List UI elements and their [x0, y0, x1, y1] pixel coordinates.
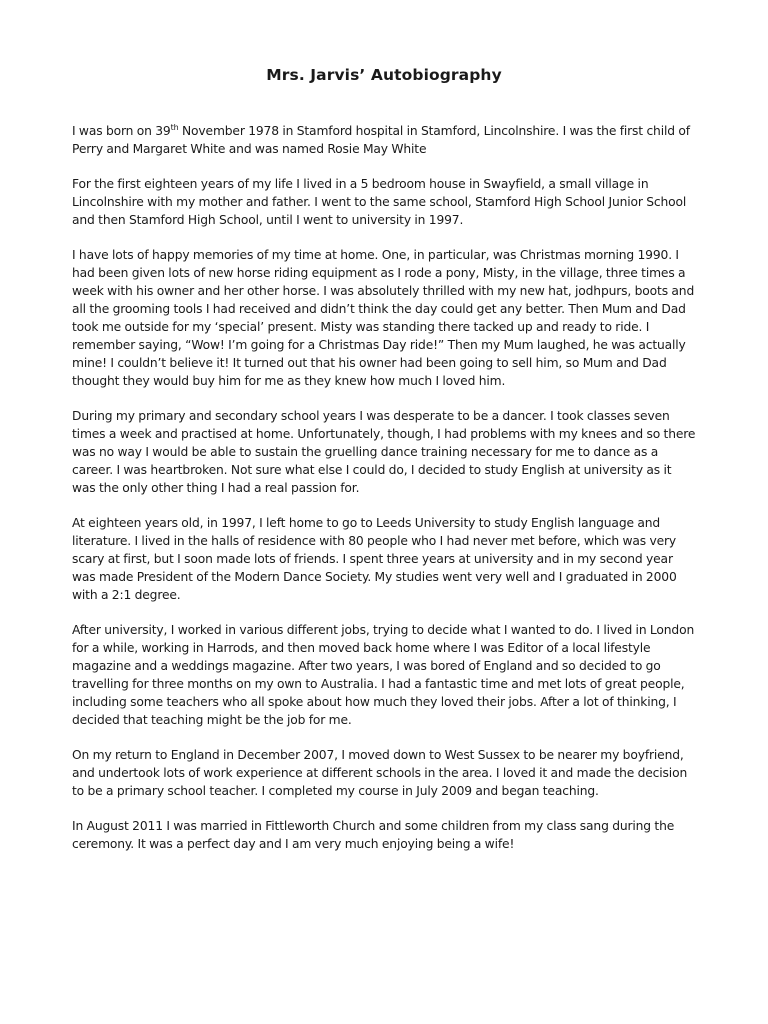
paragraph-university: At eighteen years old, in 1997, I left home to go to Leeds University to study English language and literature. I lived in the halls of residence with 80 people who I had never met before, which was very scary at first, but I soon made lots of friends. I spent three years at university and in my second year was made President of the Modern Dance Society. My studies went very well and I graduated in 2000 with a 2:1 degree.: [72, 516, 677, 602]
paragraph-birth: [72, 122, 698, 158]
paragraph-dance: During my primary and secondary school years I was desperate to be a dancer. I took classes seven times a week and practised at home. Unfortunately, though, I had problems with my knees and so there was no way I would be able to sustain the gruelling dance training necessary for me to dance as a career. I was heartbroken. Not sure what else I could do, I decided to study English at university as it was the only other thing I had a real passion for.: [72, 409, 696, 495]
document-body: [72, 122, 698, 870]
document-title: Mrs. Jarvis’ Autobiography: [266, 66, 502, 84]
paragraph-after-university: After university, I worked in various different jobs, trying to decide what I wanted to do. I lived in London for a while, working in Harrods, and then moved back home where I was Editor of a local lifestyle magazine and a weddings magazine. After two years, I was bored of England and so decided to go travelling for three months on my own to Australia. I had a fantastic time and met lots of great people, including some teachers who all spoke about how much they loved their jobs. After a lot of thinking, I decided that teaching might be the job for me.: [72, 623, 695, 727]
ordinal-suffix: th: [170, 122, 179, 132]
paragraph-christmas-memory: I have lots of happy memories of my time at home. One, in particular, was Christmas morning 1990. I had been given lots of new horse riding equipment as I rode a pony, Misty, in the village, three times a week with his owner and her other horse. I was absolutely thrilled with my new hat, jodhpurs, boots and all the grooming tools I had received and didn’t think the day could get any better. Then Mum and Dad took me outside for my ‘special’ present. Misty was standing there tacked up and ready to ride. I remember saying, “Wow! I’m going for a Christmas Day ride!” Then my Mum laughed, he was actually mine! I couldn’t believe it! It turned out that his owner had been going to sell him, so Mum and Dad thought they would buy him for me as they knew how much I loved him.: [72, 248, 695, 388]
paragraph-birth-end: November 1978 in Stamford hospital in Stamford, Lincolnshire. I was the first child of Perry and Margaret White and was named Rosie May White: [72, 124, 690, 156]
paragraph-teaching: On my return to England in December 2007, I moved down to West Sussex to be nearer my boyfriend, and undertook lots of work experience at different schools in the area. I loved it and made the decision to be a primary school teacher. I completed my course in July 2009 and began teaching.: [72, 748, 688, 798]
paragraph-childhood: For the first eighteen years of my life I lived in a 5 bedroom house in Swayfield, a small village in Lincolnshire with my mother and father. I went to the same school, Stamford High School Junior School and then Stamford High School, until I went to university in 1997.: [72, 177, 687, 227]
paragraph-birth-start: I was born on 39: [72, 124, 171, 138]
paragraph-marriage: In August 2011 I was married in Fittleworth Church and some children from my class sang during the ceremony. It was a perfect day and I am very much enjoying being a wife!: [72, 819, 675, 851]
